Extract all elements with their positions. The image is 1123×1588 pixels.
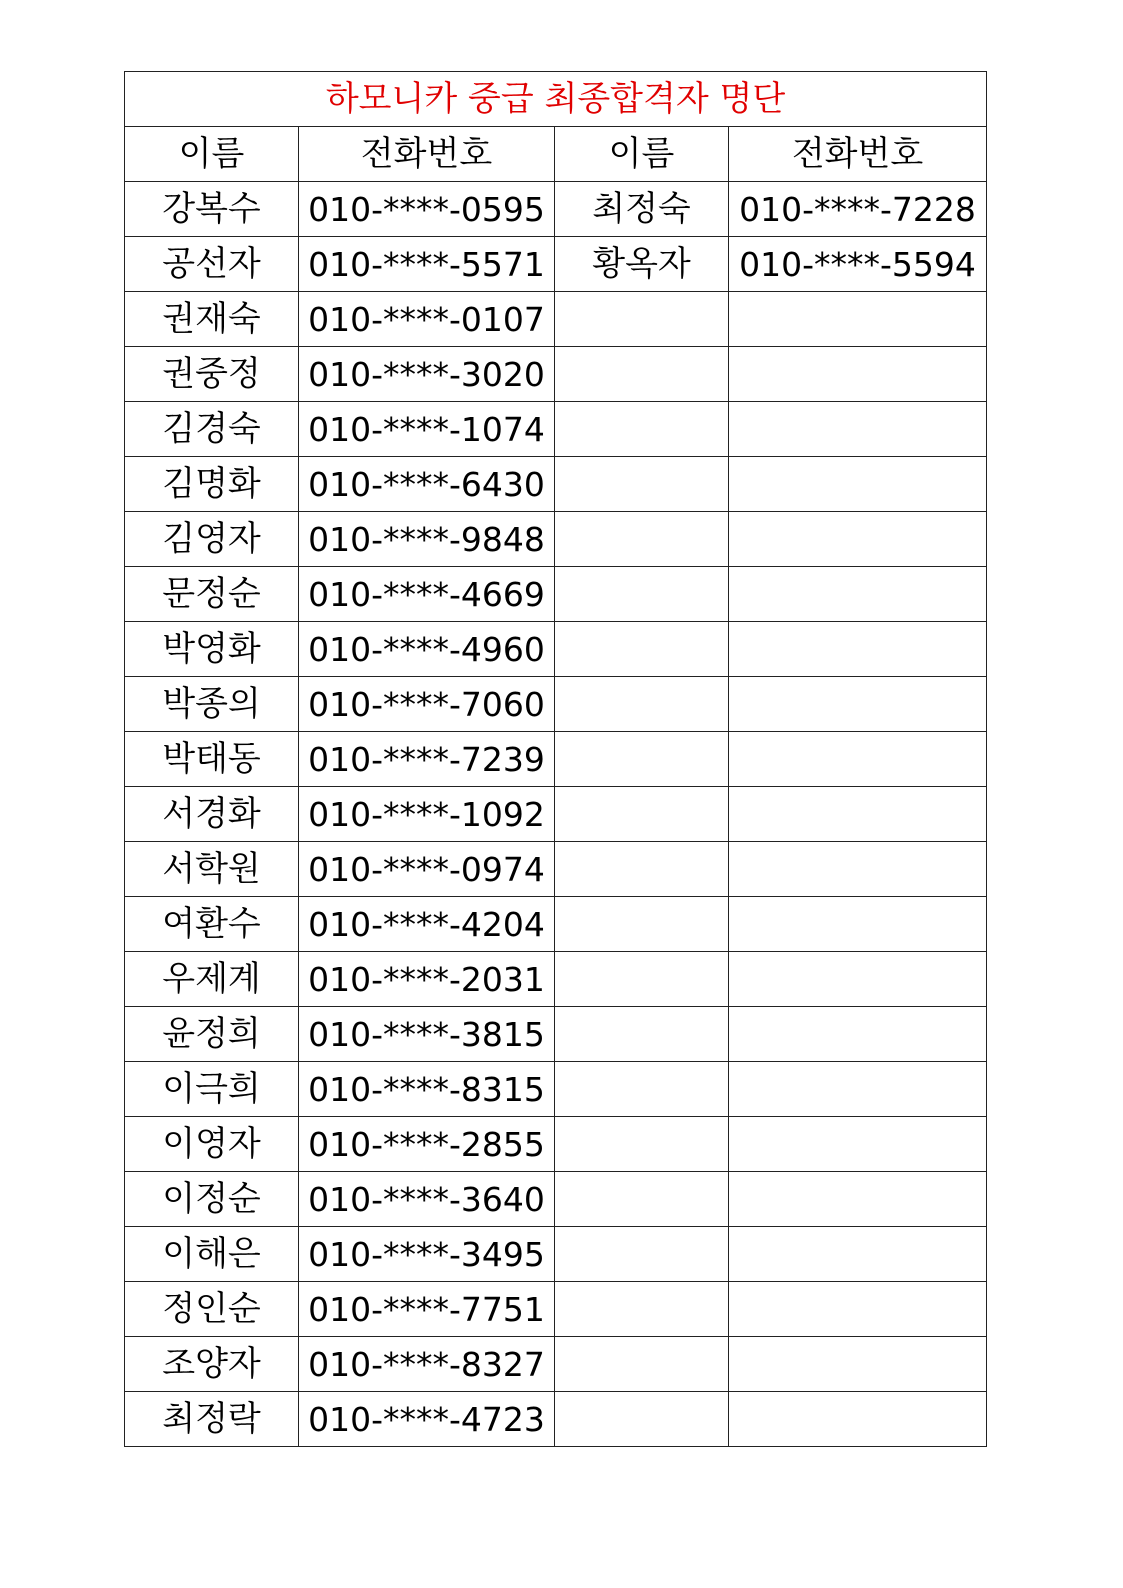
phone-cell: 010-****-5594	[729, 237, 987, 292]
phone-cell: 010-****-5571	[299, 237, 555, 292]
empty-cell	[729, 842, 987, 897]
table-row	[125, 1392, 987, 1447]
name-cell: 이정순	[125, 1172, 299, 1227]
table-row	[125, 512, 987, 567]
name-cell: 황옥자	[555, 237, 729, 292]
empty-cell	[555, 732, 729, 787]
table-row	[125, 1337, 987, 1392]
empty-cell	[555, 622, 729, 677]
phone-cell: 010-****-4669	[299, 567, 555, 622]
roster-table	[124, 71, 987, 1447]
name-cell: 윤정희	[125, 1007, 299, 1062]
phone-cell: 010-****-4960	[299, 622, 555, 677]
phone-cell: 010-****-1074	[299, 402, 555, 457]
empty-cell	[555, 292, 729, 347]
empty-cell	[729, 952, 987, 1007]
empty-cell	[729, 292, 987, 347]
table-row	[125, 457, 987, 512]
name-cell: 공선자	[125, 237, 299, 292]
header-row	[125, 127, 987, 182]
header-phone-2: 전화번호	[729, 127, 987, 182]
empty-cell	[555, 1337, 729, 1392]
phone-cell: 010-****-8315	[299, 1062, 555, 1117]
empty-cell	[555, 1227, 729, 1282]
empty-cell	[555, 512, 729, 567]
empty-cell	[555, 567, 729, 622]
table-row	[125, 1282, 987, 1337]
empty-cell	[729, 402, 987, 457]
phone-cell: 010-****-2855	[299, 1117, 555, 1172]
phone-cell: 010-****-4204	[299, 897, 555, 952]
empty-cell	[555, 952, 729, 1007]
empty-cell	[555, 1172, 729, 1227]
phone-cell: 010-****-0107	[299, 292, 555, 347]
name-cell: 이해은	[125, 1227, 299, 1282]
table-row	[125, 952, 987, 1007]
name-cell: 정인순	[125, 1282, 299, 1337]
empty-cell	[729, 622, 987, 677]
phone-cell: 010-****-7239	[299, 732, 555, 787]
empty-cell	[729, 787, 987, 842]
phone-cell: 010-****-0974	[299, 842, 555, 897]
name-cell: 문정순	[125, 567, 299, 622]
table-row	[125, 622, 987, 677]
name-cell: 최정락	[125, 1392, 299, 1447]
empty-cell	[555, 1062, 729, 1117]
phone-cell: 010-****-8327	[299, 1337, 555, 1392]
empty-cell	[729, 1007, 987, 1062]
header-name-2: 이름	[555, 127, 729, 182]
phone-cell: 010-****-7060	[299, 677, 555, 732]
name-cell: 박영화	[125, 622, 299, 677]
name-cell: 박종의	[125, 677, 299, 732]
table-row	[125, 677, 987, 732]
empty-cell	[555, 402, 729, 457]
phone-cell: 010-****-1092	[299, 787, 555, 842]
empty-cell	[555, 1007, 729, 1062]
empty-cell	[555, 457, 729, 512]
roster-body	[125, 72, 987, 1447]
phone-cell: 010-****-7228	[729, 182, 987, 237]
table-row	[125, 347, 987, 402]
empty-cell	[729, 512, 987, 567]
table-row	[125, 1172, 987, 1227]
name-cell: 조양자	[125, 1337, 299, 1392]
empty-cell	[729, 1117, 987, 1172]
table-row	[125, 182, 987, 237]
name-cell: 이영자	[125, 1117, 299, 1172]
empty-cell	[555, 842, 729, 897]
phone-cell: 010-****-2031	[299, 952, 555, 1007]
table-row	[125, 1062, 987, 1117]
empty-cell	[729, 1337, 987, 1392]
table-row	[125, 732, 987, 787]
name-cell: 권중정	[125, 347, 299, 402]
header-phone-1: 전화번호	[299, 127, 555, 182]
name-cell: 김영자	[125, 512, 299, 567]
phone-cell: 010-****-3815	[299, 1007, 555, 1062]
name-cell: 김경숙	[125, 402, 299, 457]
name-cell: 권재숙	[125, 292, 299, 347]
empty-cell	[555, 677, 729, 732]
empty-cell	[729, 1282, 987, 1337]
empty-cell	[729, 567, 987, 622]
empty-cell	[729, 347, 987, 402]
name-cell: 김명화	[125, 457, 299, 512]
header-name-1: 이름	[125, 127, 299, 182]
empty-cell	[729, 1227, 987, 1282]
phone-cell: 010-****-3495	[299, 1227, 555, 1282]
table-row	[125, 1117, 987, 1172]
name-cell: 박태동	[125, 732, 299, 787]
empty-cell	[729, 897, 987, 952]
empty-cell	[729, 457, 987, 512]
document-title: 하모니카 중급 최종합격자 명단	[125, 72, 987, 127]
name-cell: 우제계	[125, 952, 299, 1007]
empty-cell	[729, 1172, 987, 1227]
phone-cell: 010-****-9848	[299, 512, 555, 567]
empty-cell	[555, 347, 729, 402]
table-row	[125, 1227, 987, 1282]
empty-cell	[555, 1392, 729, 1447]
table-row	[125, 897, 987, 952]
phone-cell: 010-****-3640	[299, 1172, 555, 1227]
table-row	[125, 567, 987, 622]
empty-cell	[729, 732, 987, 787]
empty-cell	[555, 1117, 729, 1172]
empty-cell	[729, 1062, 987, 1117]
name-cell: 강복수	[125, 182, 299, 237]
empty-cell	[729, 677, 987, 732]
table-row	[125, 292, 987, 347]
table-row	[125, 787, 987, 842]
table-row	[125, 1007, 987, 1062]
table-row	[125, 842, 987, 897]
phone-cell: 010-****-7751	[299, 1282, 555, 1337]
empty-cell	[555, 787, 729, 842]
table-row	[125, 402, 987, 457]
name-cell: 이극희	[125, 1062, 299, 1117]
title-row	[125, 72, 987, 127]
phone-cell: 010-****-0595	[299, 182, 555, 237]
name-cell: 서학원	[125, 842, 299, 897]
name-cell: 최정숙	[555, 182, 729, 237]
table-row	[125, 237, 987, 292]
name-cell: 서경화	[125, 787, 299, 842]
empty-cell	[555, 1282, 729, 1337]
empty-cell	[555, 897, 729, 952]
empty-cell	[729, 1392, 987, 1447]
name-cell: 여환수	[125, 897, 299, 952]
phone-cell: 010-****-4723	[299, 1392, 555, 1447]
phone-cell: 010-****-6430	[299, 457, 555, 512]
phone-cell: 010-****-3020	[299, 347, 555, 402]
